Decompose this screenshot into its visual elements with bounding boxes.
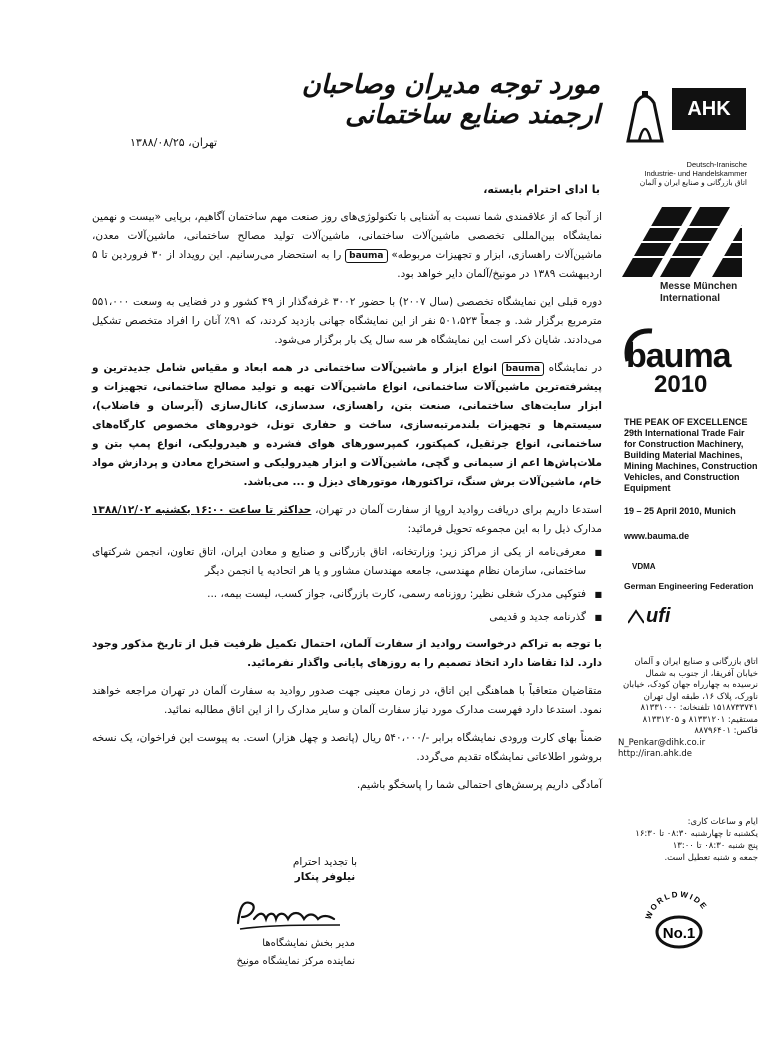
working-hours: [618, 816, 758, 864]
messe-munchen-logo-icon: [622, 207, 742, 277]
signature-block: [235, 855, 415, 885]
hours-line: جمعه و شنبه تعطیل است.: [664, 853, 758, 863]
chamber-address: [618, 657, 758, 761]
mm-line1: Messe München: [660, 281, 738, 292]
fair-details: 29th International Trade Fair for Construction Machinery, Building Material Machines, Mining Machines, Construction Vehicles, and Construction Equipment: [624, 428, 758, 493]
paragraph-previous-edition: دوره قبلی این نمایشگاه تخصصی (سال ۲۰۰۷) با حضور ۳۰۰۲ غرفه‌گذار از ۴۹ کشور و در فضایی به وسعت ۵۵۱،۰۰۰ مترمربع برگزار شد. و جمعاً ۵۰۱،۵۲۳ نفر از این نمایشگاه جهانی بازدید کردند، که ۹۱٪ آنان را افراد متخصص تشکیل می‌دادند. شایان ذکر است این نمایشگاه هر سه سال یک بار برگزار می‌شود.: [92, 296, 602, 346]
vdma-logo: VDMA: [632, 562, 656, 571]
paragraph-exhibits-start: در نمایشگاه: [548, 362, 603, 374]
paragraph-exhibits-text: انواع ابزار و ماشین‌آلات ساختمانی در همه ابعاد و مقیاس شامل جدیدترین و پیشرفته‌ترین ماشین‌آلات ساختمانی، انواع ماشین‌آلات تهیه و تولید مصالح ساختمانی، تجهیزات و ابزار سایت‌های ساختمانی، صنعت بتن، راهسازی، سدسازی، کانال‌سازی (آبرسان و فاضلاب)، سیستم‌ها و تجهیزات بلندمرتبه‌سازی، ساخت و حفاری تونل، خودروهای مخصوص کارگاه‌های ساختمانی، انواع جرثقیل، کمپکتور، کمپرسورهای هوای فشرده و هیدرولیکی، انواع پمپ بتن و ملات‌پاش‌ها اعم از سیمانی و گچی، ماشین‌آلات و ابزار هیدرولیکی و استخراج معادن و پردازش مواد خام، ماشین‌آلات برش سنگ، تراکتورها، موتورهای دیزل و ... می‌باشد.: [92, 362, 602, 488]
vdma-text: German Engineering Federation: [624, 581, 754, 591]
paragraph-exhibits: [92, 359, 602, 492]
paragraph-capacity-warning: با توجه به تراکم درخواست روادید از سفارت آلمان، احتمال تکمیل ظرفیت قبل از تاریخ مذکور وجود دارد. لذا تقاضا دارد اتخاذ تصمیم را به روزهای پایانی واگذار نفرمائید.: [92, 638, 602, 669]
azadi-tower-icon: [622, 83, 668, 143]
fair-website: www.bauma.de: [624, 531, 690, 541]
worldwide-no1-badge-icon: [640, 882, 718, 952]
fair-dates: 19 – 25 April 2010, Munich: [624, 506, 736, 516]
paragraph-visa: [92, 501, 602, 539]
ufi-logo: [628, 603, 718, 633]
badge-top-text: WORLDWIDE: [643, 889, 710, 921]
badge-main-text: No.1: [662, 925, 696, 942]
contact-web[interactable]: http://iran.ahk.de: [618, 749, 693, 759]
ahk-de-line1: Deutsch-Iranische: [686, 160, 747, 169]
ufi-wordmark: ufi: [646, 605, 671, 627]
fair-description: [624, 417, 759, 494]
letter-date: تهران، ۱۳۸۸/۰۸/۲۵: [130, 136, 218, 149]
bauma-inline-logo: bauma: [502, 362, 544, 376]
paragraph-intro-end: را به استحضار می‌رسانیم. این رویداد از ۳۰ فروردین تا ۵ اردیبهشت ۱۳۸۹ در مونیخ/آلمان دایر خواهد بود.: [92, 249, 602, 280]
messe-munchen-text: [660, 281, 737, 305]
hours-title: ایام و ساعات کاری:: [687, 817, 758, 827]
ufi-mark-icon: [628, 609, 644, 625]
paragraph-visa-end: مدارک ذیل را به این مجموعه تحویل فرمائید:: [407, 523, 602, 535]
signer-roles: [215, 935, 355, 971]
mm-line2: International: [660, 293, 721, 304]
bauma-inline-logo: bauma: [345, 249, 387, 263]
ahk-wordmark: AHK: [672, 88, 746, 130]
paragraph-applicants: متقاضیان متعاقباً با هماهنگی این اتاق، در زمان معینی جهت صدور روادید به سفارت آلمان در تهران مراجعه خواهند نمود. استدعا دارد فهرست مدارک مورد نیاز سفارت آلمان و سایر مدارک را از این اتاق مطالبه نمائید.: [92, 685, 602, 716]
letter-title: مورد توجه مدیران وصاحبان ارجمند صنایع ساختمانی: [301, 70, 600, 130]
letter-body: [92, 208, 602, 804]
ahk-de-line2: Industrie- und Handelskammer: [644, 169, 747, 178]
signer-role-2: نماینده مرکز نمایشگاه مونیخ: [236, 956, 355, 967]
signer-role-1: مدیر بخش نمایشگاه‌ها: [262, 938, 355, 949]
fair-tagline: THE PEAK OF EXCELLENCE: [624, 417, 748, 427]
required-documents-list: [92, 543, 602, 627]
list-item: ■ گذرنامه جدید و قدیمی: [92, 608, 602, 627]
list-item: ■ معرفی‌نامه از یکی از مراکز زیر: وزارتخانه، اتاق بازرگانی و صنایع و معادن ایران، اتاق تعاون، انجمن شرکتهای ساختمانی، سازمان نظام مهندسی، جامعه مهندسان مشاور و یا هر اتحادیه یا انجمن دیگر: [92, 543, 602, 581]
paragraph-intro: [92, 208, 602, 284]
bauma-wordmark: bauma: [626, 337, 731, 375]
handwritten-signature: [230, 895, 350, 935]
closing-phrase: با تجدید احترام: [292, 856, 358, 868]
address-text: اتاق بازرگانی و صنایع ایران و آلمان خیابان آفریقا، از جنوب به شمال نرسیده به چهارراه جهان کودک، خیابان ناورک، پلاک ۱۶، طبقه اول تهران ۱۵۱۸۷۳۳۷۴۱ تلفنخانه: ۸۱۳۳۱۰۰۰ مستقیم: ۸۱۳۳۱۲۰۱ و ۸۱۳۳۱۲۰۵ فاکس: ۸۸۷۹۶۴۰۱: [622, 657, 758, 736]
vdma-block: [624, 562, 754, 591]
hours-line: پنج شنبه ۰۸:۳۰ تا ۱۳:۰۰: [672, 841, 758, 851]
bauma-year: 2010: [654, 371, 708, 398]
contact-email[interactable]: N_Penkar@dihk.co.ir: [618, 737, 706, 748]
hours-line: یکشنبه تا چهارشنبه ۰۸:۳۰ تا ۱۶:۳۰: [635, 829, 758, 839]
paragraph-closing: آمادگی داریم پرسش‌های احتمالی شما را پاسخگو باشیم.: [356, 779, 602, 791]
paragraph-ticket-price: ضمناً بهای کارت ورودی نمایشگاه برابر -/۵۴۰،۰۰۰ ریال (پانصد و چهل هزار) است. به پیوست این فراخوان، یک نسخه بروشور اطلاعاتی نمایشگاه تقدیم می‌گردد.: [92, 732, 602, 763]
salutation: با ادای احترام بایسته،: [483, 183, 600, 196]
paragraph-visa-start: استدعا داریم برای دریافت روادید اروپا از سفارت آلمان در تهران،: [315, 504, 603, 516]
paragraph-intro-text: از آنجا که از علاقمندی شما نسبت به آشنایی با تکنولوژی‌های روز صنعت مهم ساختمان آگاهیم، برپایی «بیست و نهمین نمایشگاه بین‌المللی تخصصی ماشین‌آلات ساختمانی، ماشین‌آلات تولید مصالح ساختمانی، ماشین‌آلات معدن، ماشین‌آلات راهسازی، ابزار و تجهیزات مربوطه»: [92, 211, 602, 261]
signer-name: نیلوفر پنکار: [294, 871, 356, 883]
visa-deadline: حداکثر تا ساعت ۱۶:۰۰ یکشنبه ۱۳۸۸/۱۲/۰۲: [92, 504, 312, 516]
ahk-logo: [622, 83, 747, 145]
ahk-fa-line: اتاق بازرگانی و صنایع ایران و آلمان: [639, 178, 747, 187]
bauma-2010-logo: [622, 325, 742, 400]
list-item: ■ فتوکپی مدرک شغلی نظیر: روزنامه رسمی، کارت بازرگانی، جواز کسب، لیست بیمه، ...: [92, 585, 602, 604]
ahk-subtitle: [622, 160, 747, 187]
